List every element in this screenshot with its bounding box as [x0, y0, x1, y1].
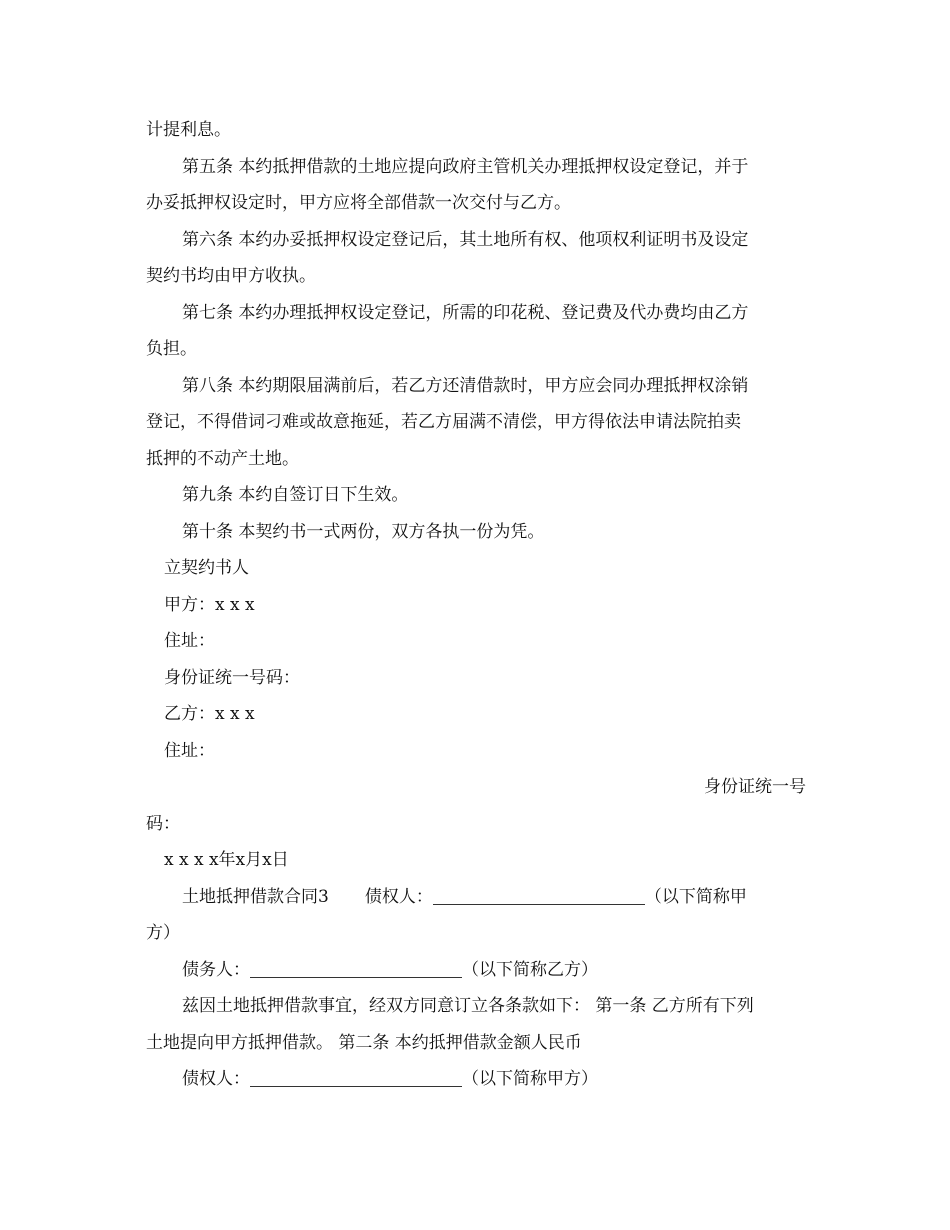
party-a-id: 身份证统一号码：	[164, 667, 300, 688]
party-b-name: 乙方：x x x	[164, 704, 255, 724]
debtor-suffix: （以下简称乙方）	[462, 959, 598, 980]
article-5-line-1: 第五条 本约抵押借款的土地应提向政府主管机关办理抵押权设定登记，并于	[182, 156, 749, 177]
creditor-suffix: （以下简称甲	[644, 886, 747, 907]
signing-date: x x x x年x月x日	[164, 850, 289, 870]
creditor2-suffix: （以下简称甲方）	[462, 1069, 598, 1089]
article-7-line-2: 负担。	[146, 339, 197, 359]
intro-line-1: 兹因土地抵押借款事宜，经双方同意订立各条款如下： 第一条 乙方所有下列	[182, 996, 754, 1016]
debtor-line	[146, 952, 806, 989]
intro-line-2: 土地提向甲方抵押借款。 第二条 本约抵押借款金额人民币	[146, 1032, 582, 1053]
party-b-id-part1: 身份证统一号	[704, 777, 806, 797]
signatories-heading: 立契约书人	[164, 558, 249, 578]
text-line: 计提利息。	[146, 120, 231, 140]
article-8-line-1: 第八条 本约期限届满前后，若乙方还清借款时，甲方应会同办理抵押权涂销	[182, 375, 749, 396]
article-9-line: 第九条 本约自签订日下生效。	[182, 485, 409, 505]
creditor2-line	[146, 1061, 806, 1098]
article-8-line-3: 抵押的不动产土地。	[146, 448, 299, 469]
party-a-name: 甲方：x x x	[164, 594, 255, 615]
contract3-header-line	[146, 879, 806, 916]
article-7-line-1: 第七条 本约办理抵押权设定登记，所需的印花税、登记费及代办费均由乙方	[182, 302, 749, 323]
article-6-line-2: 契约书均由甲方收执。	[146, 266, 316, 286]
creditor-suffix-cont: 方）	[146, 923, 180, 943]
article-8-line-2: 登记，不得借词刁难或故意拖延，若乙方届满不清偿，甲方得依法申请法院拍卖	[146, 412, 741, 432]
creditor2-blank	[250, 1085, 462, 1087]
party-b-address: 住址：	[164, 740, 215, 761]
creditor2-label: 债权人：	[182, 1069, 250, 1089]
article-6-line-1: 第六条 本约办妥抵押权设定登记后，其土地所有权、他项权利证明书及设定	[182, 229, 749, 250]
party-a-address: 住址：	[164, 631, 215, 651]
article-5-line-2: 办妥抵押权设定时，甲方应将全部借款一次交付与乙方。	[146, 193, 571, 213]
contract3-title: 土地抵押借款合同3	[182, 886, 329, 907]
debtor-label: 债务人：	[182, 959, 250, 980]
party-b-id-part2: 码：	[146, 813, 180, 834]
document-page	[146, 112, 806, 1098]
creditor-label: 债权人：	[364, 886, 433, 907]
article-10-line: 第十条 本契约书一式两份，双方各执一份为凭。	[182, 521, 545, 542]
debtor-blank	[250, 976, 462, 978]
creditor-blank	[433, 903, 645, 905]
